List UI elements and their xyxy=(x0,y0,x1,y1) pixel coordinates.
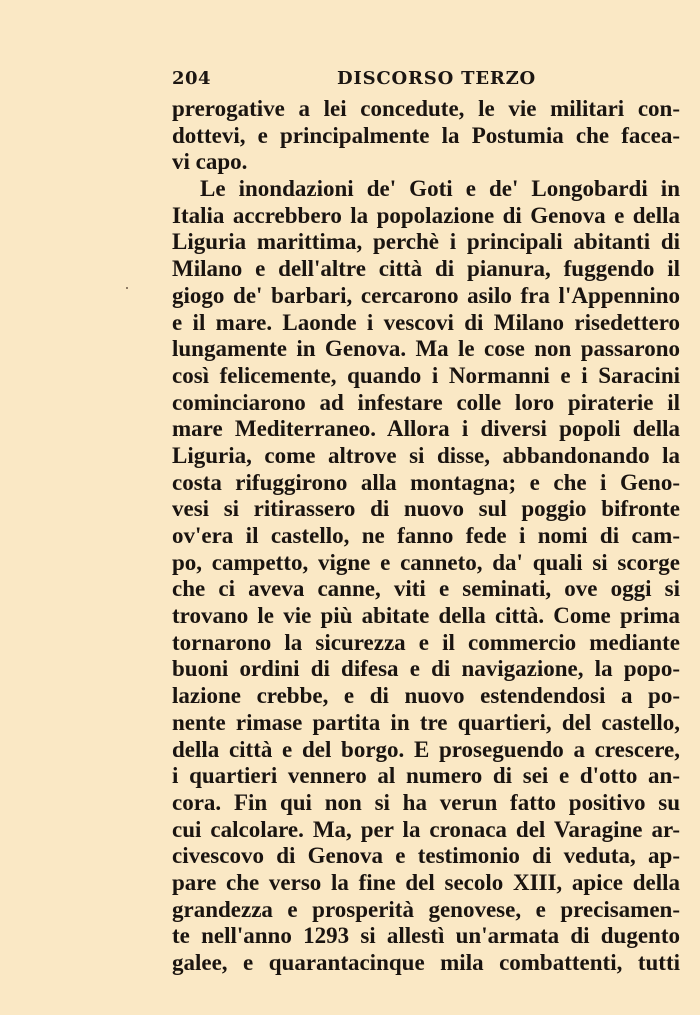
text-line: te nell'anno 1293 si allestì un'armata di dugento xyxy=(172,923,680,949)
text-line: nente rimase partita in tre quartieri, del castello, xyxy=(172,709,680,735)
text-line: Milano e dell'altre città di pianura, fuggendo il xyxy=(172,256,680,282)
text-line: tornarono la sicurezza e il commercio mediante xyxy=(172,629,680,655)
text-line: cui calcolare. Ma, per la cronaca del Varagine ar- xyxy=(172,816,680,842)
text-line: ov'era il castello, ne fanno fede i nomi di cam- xyxy=(172,523,680,548)
text-line: lazione crebbe, e di nuovo estendendosi a po- xyxy=(172,683,680,709)
page-header xyxy=(172,68,680,96)
running-title: DISCORSO TERZO xyxy=(337,68,537,89)
text-line: pare che verso la fine del secolo XIII, apice della xyxy=(172,869,680,895)
text-line: grandezza e prosperità genovese, e precisamen- xyxy=(172,896,680,922)
text-line: galee, e quarantacinque mila combattenti, tutti xyxy=(172,950,680,975)
text-line: i quartieri vennero al numero di sei e d'otto an- xyxy=(172,763,680,789)
text-line: civescovo di Genova e testimonio di veduta, ap- xyxy=(172,843,680,869)
text-line: trovano le vie più abitate della città. Come prima xyxy=(172,603,680,629)
text-line: così felicemente, quando i Normanni e i Saracini xyxy=(172,362,680,388)
text-line: e il mare. Laonde i vescovi di Milano risedettero xyxy=(172,309,680,335)
ink-speck xyxy=(126,287,128,289)
text-line: Liguria, come altrove si disse, abbandonando la xyxy=(172,442,680,468)
text-line: cora. Fin qui non si ha verun fatto positivo su xyxy=(172,789,680,815)
text-line: giogo de' barbari, cercarono asilo fra l'Appennino xyxy=(172,282,680,308)
text-line: buoni ordini di difesa e di navigazione, la popo- xyxy=(172,656,680,682)
body-text xyxy=(172,96,680,977)
text-line: prerogative a lei concedute, le vie militari con- xyxy=(172,96,680,121)
text-line: dottevi, e principalmente la Postumia che facea- xyxy=(172,122,680,148)
text-line: della città e del borgo. E proseguendo a crescere, xyxy=(172,736,680,762)
text-line: Italia accrebbero la popolazione di Genova e della xyxy=(172,202,680,228)
text-line: vesi si ritirassero di nuovo sul poggio bifronte xyxy=(172,496,680,522)
text-line: vi capo. xyxy=(172,149,248,175)
text-line: Le inondazioni de' Goti e de' Longobardi in xyxy=(200,176,680,202)
text-line: costa rifuggirono alla montagna; e che i Geno- xyxy=(172,469,680,495)
text-line: mare Mediterraneo. Allora i diversi popoli della xyxy=(172,416,680,442)
text-line: Liguria marittima, perchè i principali abitanti di xyxy=(172,229,680,255)
text-line: che ci aveva canne, viti e seminati, ove oggi si xyxy=(172,576,680,602)
text-line: cominciarono ad infestare colle loro piraterie il xyxy=(172,389,680,415)
page-number: 204 xyxy=(172,68,212,89)
text-line: po, campetto, vigne e canneto, da' quali si scorge xyxy=(172,549,680,575)
text-line: lungamente in Genova. Ma le cose non passarono xyxy=(172,336,680,362)
